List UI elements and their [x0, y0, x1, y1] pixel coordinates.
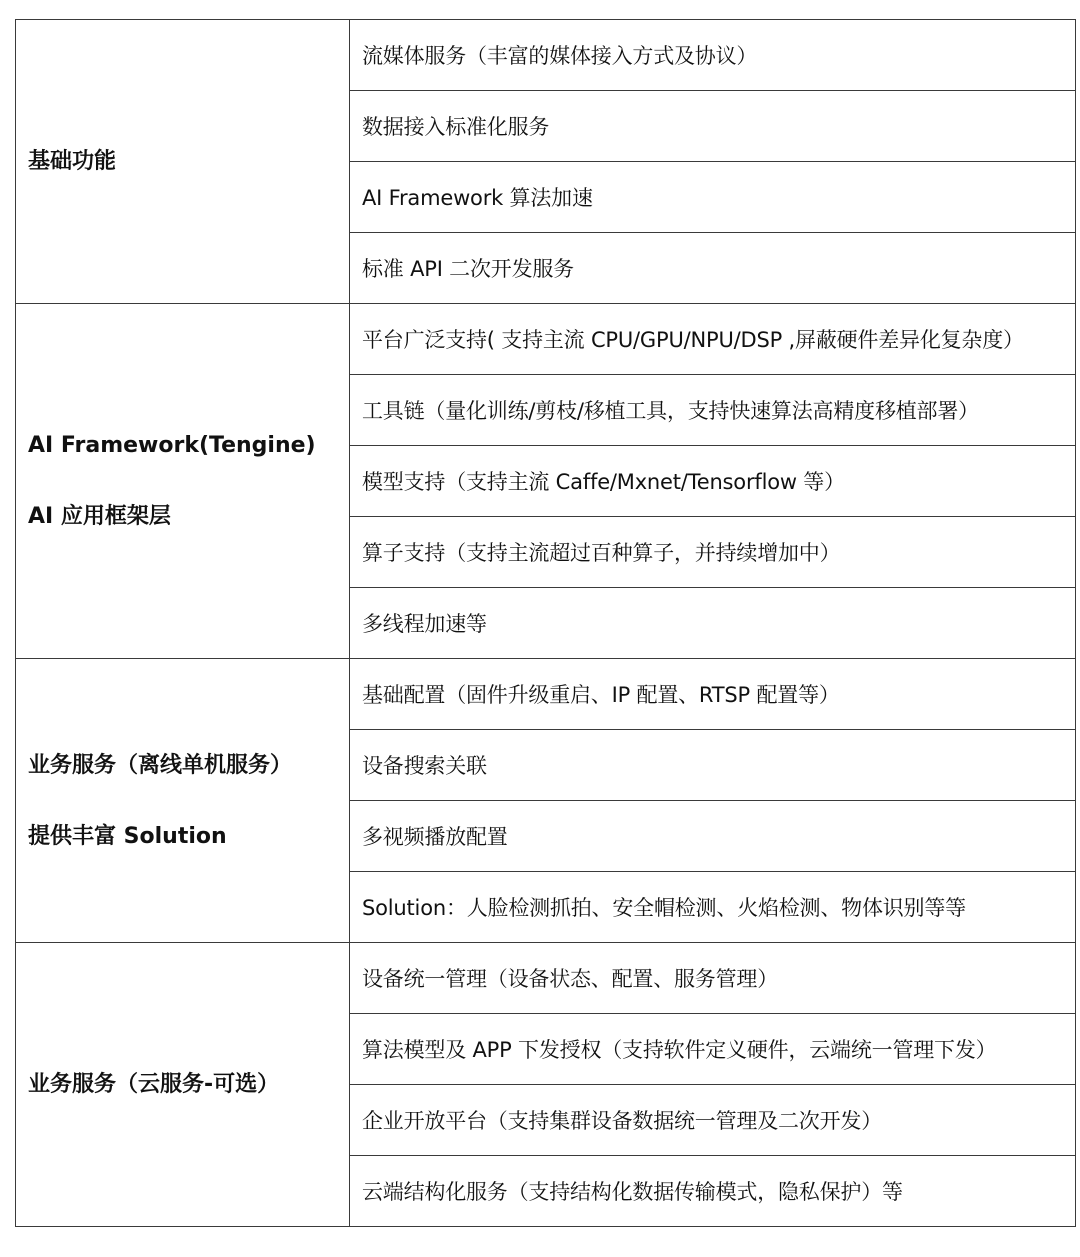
feature-item: 模型支持（支持主流 Caffe/Mxnet/Tensorflow 等）	[350, 446, 1076, 517]
feature-item: 平台广泛支持( 支持主流 CPU/GPU/NPU/DSP ,屏蔽硬件差异化复杂度）	[350, 304, 1076, 375]
feature-item: 设备统一管理（设备状态、配置、服务管理）	[350, 943, 1076, 1014]
category-cell-basic-functions	[16, 20, 350, 304]
table-row	[16, 304, 1076, 375]
table-row	[16, 20, 1076, 91]
category-cell-ai-framework	[16, 304, 350, 659]
table-row	[16, 943, 1076, 1014]
table-row	[16, 659, 1076, 730]
feature-item: 多视频播放配置	[350, 801, 1076, 872]
feature-item: 算法模型及 APP 下发授权（支持软件定义硬件，云端统一管理下发）	[350, 1014, 1076, 1085]
feature-item: 算子支持（支持主流超过百种算子，并持续增加中）	[350, 517, 1076, 588]
category-cell-offline-service	[16, 659, 350, 943]
feature-item: 多线程加速等	[350, 588, 1076, 659]
feature-table	[15, 19, 1076, 1227]
feature-item: 设备搜索关联	[350, 730, 1076, 801]
category-label: AI Framework(Tengine)	[28, 433, 316, 458]
category-sublabel: 提供丰富 Solution	[28, 823, 227, 849]
feature-item: AI Framework 算法加速	[350, 162, 1076, 233]
feature-item: 流媒体服务（丰富的媒体接入方式及协议）	[350, 20, 1076, 91]
category-label: 业务服务（离线单机服务）	[28, 752, 293, 778]
category-cell-cloud-service	[16, 943, 350, 1227]
feature-item: 数据接入标准化服务	[350, 91, 1076, 162]
feature-table-container	[15, 19, 1076, 1227]
category-label: 基础功能	[28, 149, 117, 174]
feature-item: 工具链（量化训练/剪枝/移植工具，支持快速算法高精度移植部署）	[350, 375, 1076, 446]
category-label: 业务服务（云服务-可选）	[28, 1072, 280, 1097]
feature-item: 云端结构化服务（支持结构化数据传输模式，隐私保护）等	[350, 1156, 1076, 1227]
feature-item: Solution：人脸检测抓拍、安全帽检测、火焰检测、物体识别等等	[350, 872, 1076, 943]
category-sublabel: AI 应用框架层	[28, 504, 171, 529]
feature-item: 基础配置（固件升级重启、IP 配置、RTSP 配置等）	[350, 659, 1076, 730]
feature-item: 企业开放平台（支持集群设备数据统一管理及二次开发）	[350, 1085, 1076, 1156]
feature-item: 标准 API 二次开发服务	[350, 233, 1076, 304]
